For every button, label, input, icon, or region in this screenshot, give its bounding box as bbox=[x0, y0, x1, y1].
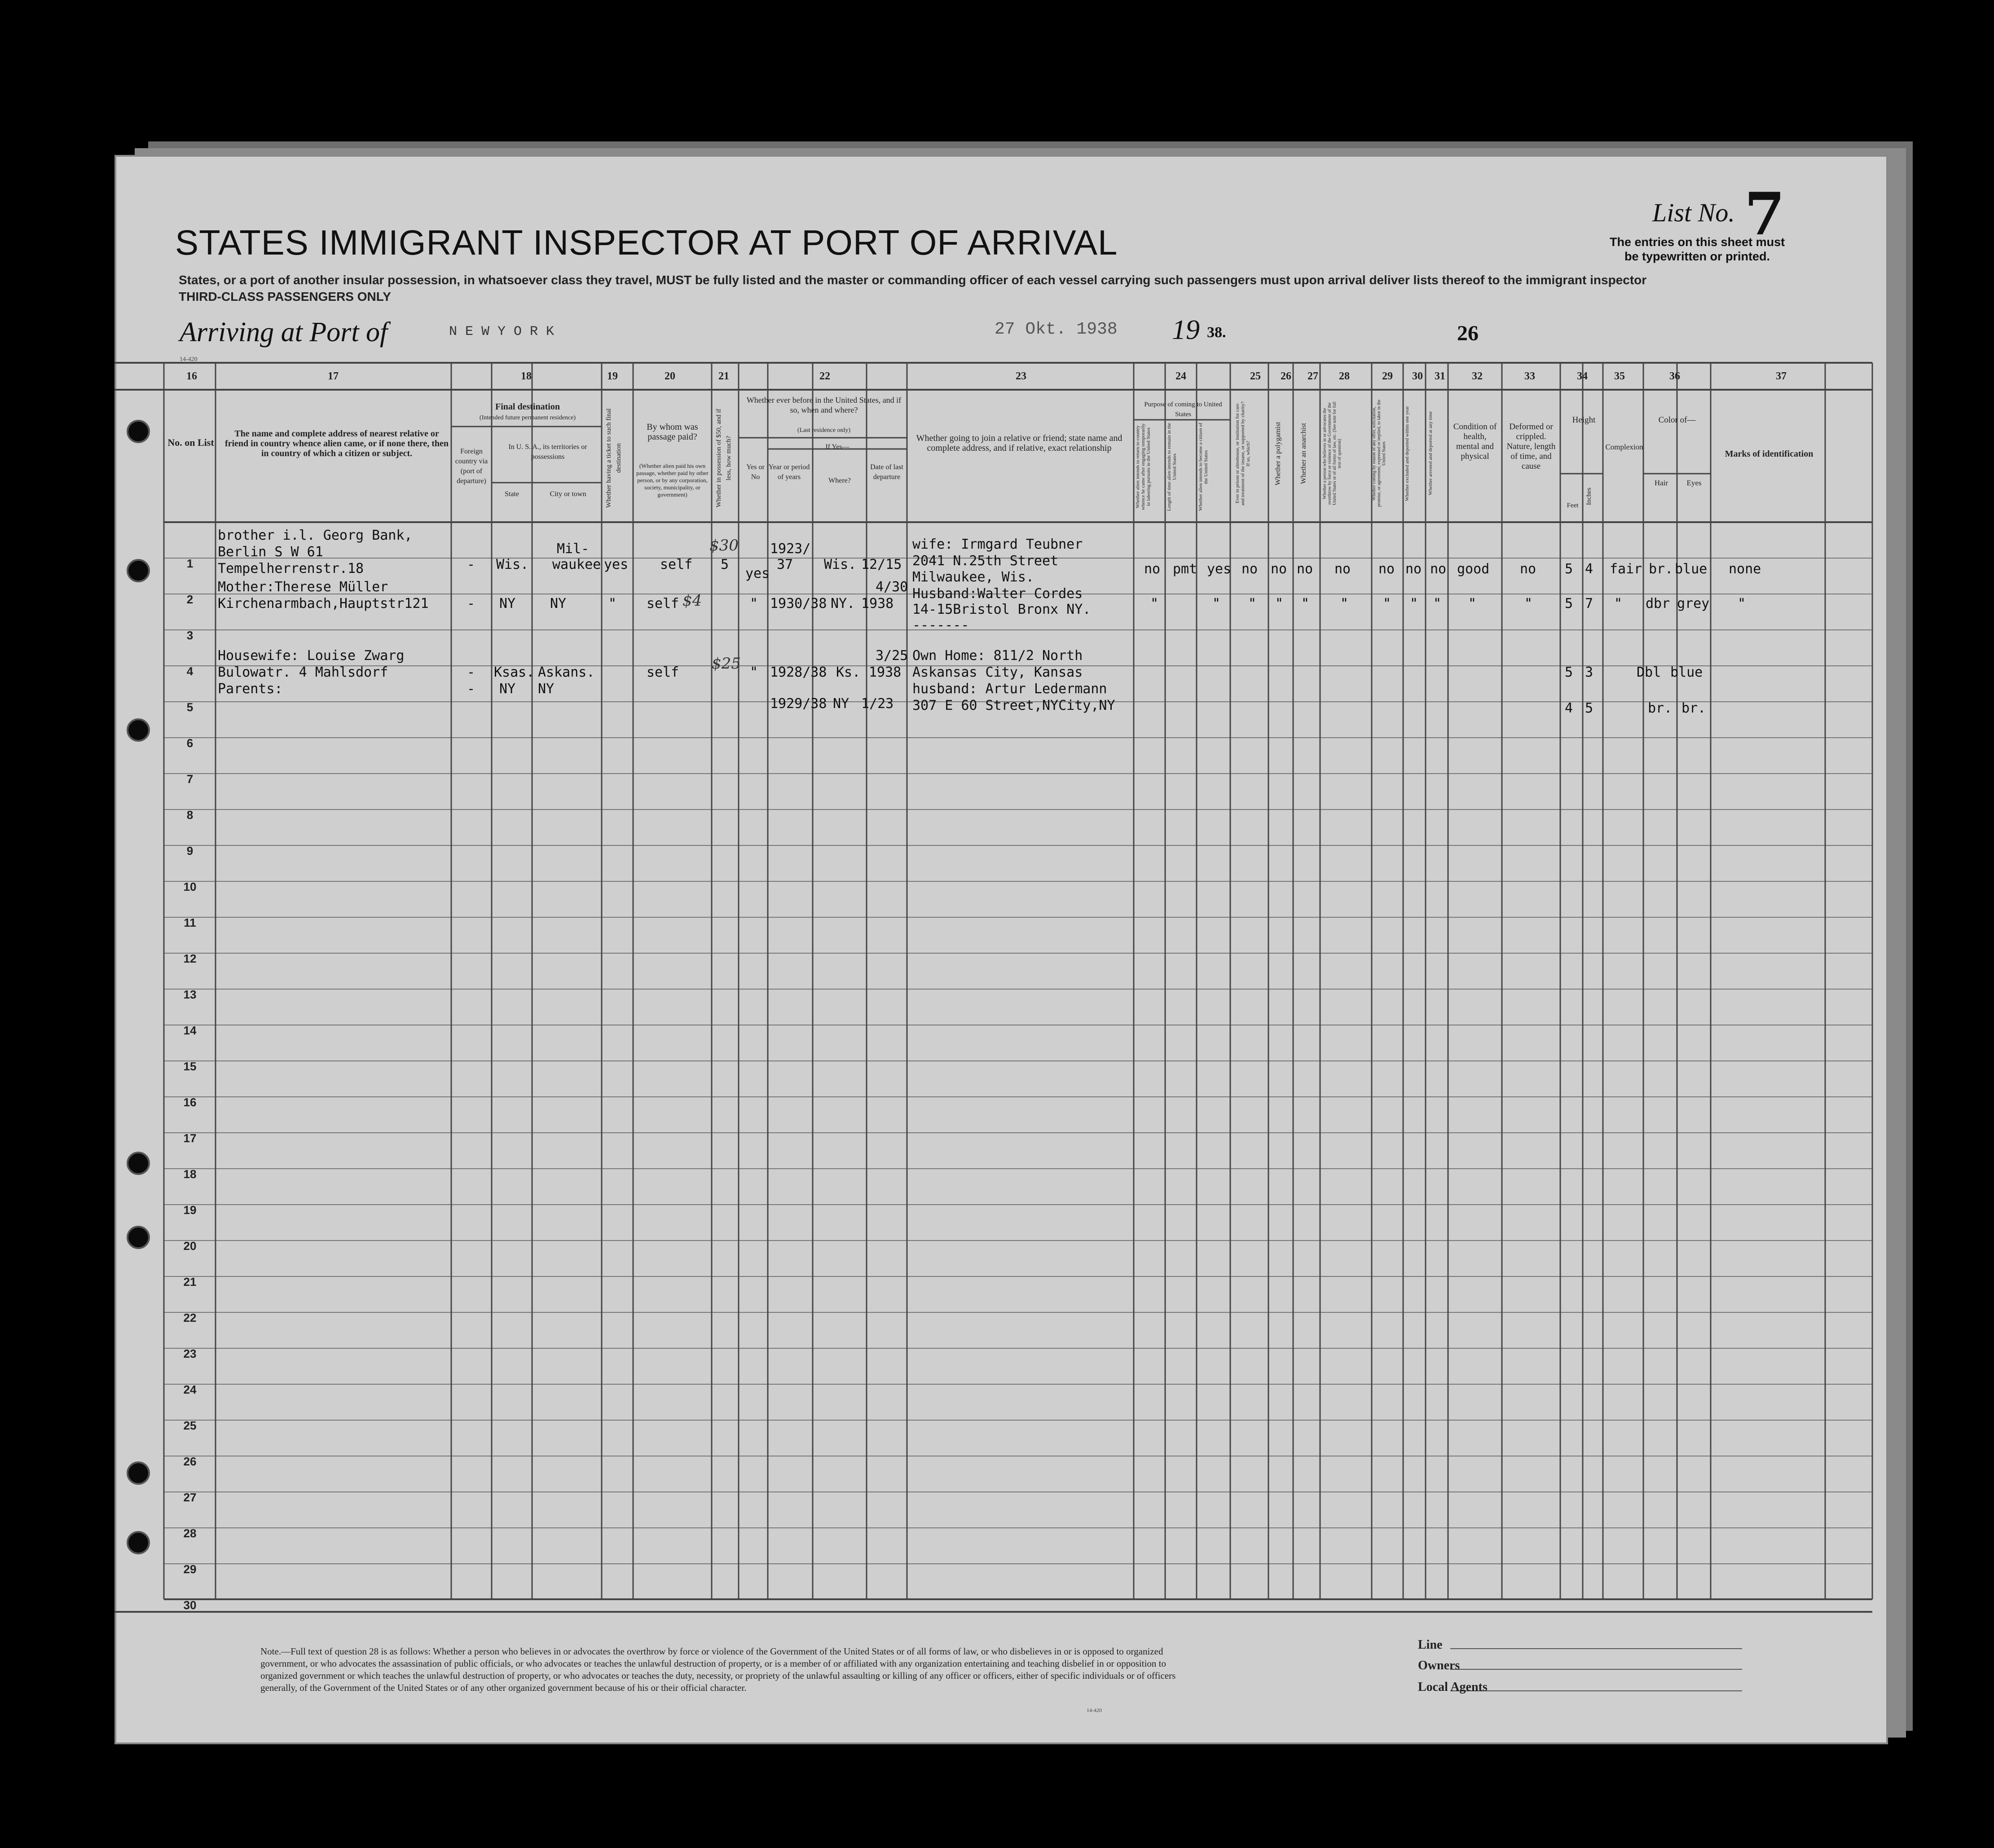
r4-relative-2: Bulowatr. 4 Mahlsdorf bbox=[218, 664, 388, 680]
r2-state: NY bbox=[499, 596, 516, 612]
r1-complexion: fair bbox=[1610, 561, 1642, 577]
header-hair: Hair bbox=[1654, 479, 1668, 487]
r5-foreign: - bbox=[467, 681, 475, 697]
footer-note: Note.—Full text of question 28 is as follows: Whether a person who believes in or advocates the overthrow by force or violence of the Government of the United States or of all forms of law, or who disbelieves in or is opposed to organized government, or who advocates the assassination of public officials, or who advocates or teaches the unlawful destruction of property, or is a member of or affiliated with any organization entertaining and teaching disbelief in or opposition to organized government or which teaches the unlawful destruction of property, or who advocates or teaches the duty, necessity, or propriety of the unlawful assaulting or killing of any officer or officers, either of specific individuals or of officers generally, of the Government of the United States or of any other organized government because of his or their official character. bbox=[260, 1646, 1176, 1693]
col-number: 26 bbox=[1281, 370, 1291, 382]
col-number: 36 bbox=[1669, 370, 1680, 382]
r5-relative-1: Parents: bbox=[218, 681, 283, 697]
header-passage-paid: By whom was passage paid? bbox=[647, 422, 698, 442]
col-number: 24 bbox=[1175, 370, 1186, 382]
header-final-destination-note: (Intended future permanent residence) bbox=[479, 414, 576, 421]
r4-feet: 5 bbox=[1565, 664, 1573, 680]
row-number: 19 bbox=[183, 1203, 197, 1217]
header-joining: Whether going to join a relative or friend; state name and complete address, and if relative, exact relationship bbox=[916, 433, 1122, 453]
r1-marks: none bbox=[1729, 561, 1761, 577]
r4-years: 1928/38 bbox=[770, 664, 827, 680]
r4-relative-1: Housewife: Louise Zwarg bbox=[218, 648, 405, 664]
header-ticket: Whether having a ticket to such final destination bbox=[605, 408, 622, 508]
r4-hair: Dbl bbox=[1637, 664, 1661, 680]
r5-hair: br. bbox=[1648, 700, 1673, 716]
row-number: 4 bbox=[186, 664, 194, 678]
r1-departure: 12/15 bbox=[861, 557, 902, 572]
row-number: 11 bbox=[184, 916, 196, 929]
header-final-destination: Final destination bbox=[495, 402, 560, 412]
r2-ditto: " bbox=[1410, 596, 1418, 612]
r2-paid: self bbox=[647, 596, 679, 612]
r5-eyes: br. bbox=[1681, 700, 1706, 716]
col-number: 19 bbox=[607, 370, 618, 382]
r1-city-1: Mil- bbox=[557, 541, 590, 557]
row-number: 2 bbox=[186, 593, 194, 606]
row-number: 25 bbox=[183, 1419, 197, 1432]
r1-foreign: - bbox=[467, 557, 475, 572]
r2-departure-1: 4/30 bbox=[876, 579, 908, 595]
col-number: 29 bbox=[1382, 370, 1393, 382]
r1-deformed: no bbox=[1520, 561, 1536, 577]
header-anarchist: Whether an anarchist bbox=[1300, 423, 1307, 484]
r2-city: NY bbox=[550, 596, 567, 612]
row-number: 12 bbox=[183, 952, 197, 965]
r1-q24a: no bbox=[1144, 561, 1161, 577]
header-q29: Whether coming by reason of any offer, solicitation, promise, or agreement, expressed or implied, to labor in the United States bbox=[1372, 400, 1387, 507]
r1-join-2: 2041 N.25th Street bbox=[912, 553, 1059, 569]
header-feet: Feet bbox=[1567, 502, 1579, 509]
arriving-label: Arriving at Port of bbox=[180, 317, 388, 348]
r1-q31: no bbox=[1430, 561, 1447, 577]
r5-years: 1929/38 bbox=[770, 696, 827, 712]
r4-join-1: Own Home: 811/2 North bbox=[912, 648, 1083, 664]
row-number: 17 bbox=[183, 1131, 197, 1145]
row-number: 26 bbox=[183, 1455, 197, 1468]
col-number: 18 bbox=[521, 370, 532, 382]
r2-ditto: " bbox=[1301, 596, 1310, 612]
header-color-of: Color of— bbox=[1658, 415, 1696, 425]
r1-q25: no bbox=[1241, 561, 1258, 577]
row-number: 6 bbox=[186, 736, 194, 750]
header-in-usa: In U. S. A., its territories or possessions bbox=[508, 443, 587, 461]
r1-relative-3: Tempelherrenstr.18 bbox=[218, 561, 364, 576]
header-city: City or town bbox=[550, 490, 586, 498]
r1-q24c: yes bbox=[1207, 561, 1232, 577]
r4-state: Ksas. bbox=[494, 664, 535, 680]
row-number: 29 bbox=[183, 1562, 197, 1576]
r1-hair: br. bbox=[1649, 561, 1673, 577]
r4-city: Askans. bbox=[538, 664, 595, 680]
page-title: STATES IMMIGRANT INSPECTOR AT PORT OF ARRIVAL bbox=[175, 223, 1118, 262]
form-code: 14-420 bbox=[180, 356, 198, 363]
row-number: 5 bbox=[186, 700, 194, 714]
date-stamp: 27 Okt. 1938 bbox=[995, 320, 1118, 339]
header-before-us: Whether ever before in the United States, and if so, when and where? bbox=[746, 396, 902, 414]
r2-join-2: 14-15Bristol Bronx NY. bbox=[912, 602, 1091, 617]
row-number: 15 bbox=[183, 1060, 197, 1073]
port-value: N E W Y O R K bbox=[449, 324, 555, 339]
header-year-period: Year or period of years bbox=[768, 463, 810, 481]
r4-eyes: blue bbox=[1670, 664, 1703, 680]
list-label: List No. bbox=[1652, 198, 1735, 227]
header-foreign-country: Foreign country via (port of departure) bbox=[455, 448, 488, 485]
r4-departure-1: 3/25 bbox=[876, 648, 908, 664]
r5-join-1: husband: Artur Ledermann bbox=[912, 681, 1107, 697]
r1-state: Wis. bbox=[496, 557, 529, 572]
row-number: 16 bbox=[183, 1096, 197, 1109]
row-number: 18 bbox=[183, 1167, 197, 1181]
r2-ditto: " bbox=[1468, 596, 1477, 612]
header-deformed: Deformed or crippled. Nature, length of time, and cause bbox=[1506, 422, 1556, 471]
col-number: 28 bbox=[1339, 370, 1350, 382]
r4-where: Ks. bbox=[836, 664, 861, 680]
row-number: 20 bbox=[183, 1239, 197, 1253]
col-number: 34 bbox=[1577, 370, 1588, 382]
r4-inches: 3 bbox=[1585, 664, 1593, 680]
header-inches: Inches bbox=[1585, 487, 1593, 505]
r5-city: NY bbox=[538, 681, 555, 697]
r1-relative-2: Berlin S W 61 bbox=[218, 544, 323, 560]
col-number: 33 bbox=[1524, 370, 1535, 382]
r1-relative-1: brother i.l. Georg Bank, bbox=[218, 528, 413, 543]
header-relative: The name and complete address of nearest relative or friend in country whence alien came, or if none there, then in country of which a citizen or subject. bbox=[224, 429, 449, 458]
header-q30: Whether excluded and deported within one year bbox=[1404, 406, 1410, 501]
header-prison: Ever in prison or almshouse, or institution for care and treatment of the insane, or supported by charity? If so, which? bbox=[1235, 401, 1251, 506]
r2-join-1: Husband:Walter Cordes bbox=[912, 586, 1083, 602]
row-number: 9 bbox=[186, 844, 194, 858]
list-note: The entries on this sheet must be typewritten or printed. bbox=[1610, 235, 1785, 263]
row-number: 28 bbox=[183, 1527, 197, 1540]
header-q31: Whether arrested and deported at any time bbox=[1428, 411, 1433, 496]
header-money: Whether in possession of $50, and if less, how much? bbox=[715, 409, 732, 507]
col-number: 31 bbox=[1435, 370, 1445, 382]
header-purpose-a: Whether alien intends to return to country whence he came after engaging temporarily in laboring pursuits in the United States bbox=[1135, 423, 1151, 510]
r5-state: NY bbox=[499, 681, 516, 697]
header-health: Condition of health, mental and physical bbox=[1453, 422, 1497, 461]
r4-departure-2: 1938 bbox=[869, 664, 902, 680]
r1-q30: no bbox=[1405, 561, 1422, 577]
r2-hair: dbr bbox=[1646, 596, 1670, 612]
r3-join: ------- bbox=[912, 617, 969, 633]
r5-departure: 1/23 bbox=[861, 696, 894, 712]
header-date-departure: Date of last departure bbox=[870, 463, 903, 481]
header-purpose-b: Length of time alien intends to remain in the United States bbox=[1166, 422, 1177, 511]
r4-before: " bbox=[750, 664, 758, 680]
r1-join-1: wife: Irmgard Teubner bbox=[912, 537, 1083, 552]
r1-q29: no bbox=[1378, 561, 1395, 577]
row-number: 3 bbox=[186, 629, 194, 642]
footer-agents-label: Local Agents bbox=[1418, 1680, 1488, 1694]
r2-feet: 5 bbox=[1565, 596, 1573, 612]
header-purpose-c: Whether alien intends to become a citizen of the United States bbox=[1198, 422, 1209, 511]
footer-form-code: 14-420 bbox=[1087, 1707, 1102, 1713]
r2-where: NY. bbox=[831, 596, 855, 612]
row-number: 8 bbox=[186, 808, 194, 822]
page-subtitle: States, or a port of another insular possession, in whatsoever class they travel, MUST be fully listed and the master or commanding officer of each vessel carrying such passengers must upon arrival deliver lists thereof to the immigrant inspector bbox=[179, 273, 1647, 287]
r2-ditto: " bbox=[1248, 596, 1257, 612]
r1-paid: self bbox=[660, 557, 693, 572]
r2-ditto: " bbox=[1340, 596, 1349, 612]
r1-health: good bbox=[1457, 561, 1490, 577]
col-number: 16 bbox=[186, 370, 197, 382]
r2-ditto: " bbox=[1433, 596, 1442, 612]
header-eyes: Eyes bbox=[1686, 479, 1702, 487]
r2-ditto: " bbox=[1212, 596, 1221, 612]
header-before-us-note: (Last residence only) bbox=[797, 427, 851, 434]
header-complexion: Complexion bbox=[1605, 443, 1643, 451]
r5-where: NY bbox=[833, 696, 850, 712]
r4-join-2: Askansas City, Kansas bbox=[912, 664, 1083, 680]
row-number: 30 bbox=[183, 1598, 197, 1612]
class-line: THIRD-CLASS PASSENGERS ONLY bbox=[179, 290, 391, 304]
header-marks: Marks of identification bbox=[1725, 449, 1814, 459]
r2-eyes: grey bbox=[1677, 596, 1710, 612]
r1-where: Wis. bbox=[824, 557, 857, 572]
r1-money-hand: $30 bbox=[709, 537, 739, 554]
r1-feet: 5 bbox=[1565, 561, 1573, 577]
row-number: 24 bbox=[183, 1383, 197, 1396]
footer-line-label: Line bbox=[1418, 1638, 1443, 1652]
r2-ditto: " bbox=[1738, 596, 1746, 612]
row-number: 7 bbox=[186, 772, 194, 786]
col-number: 21 bbox=[718, 370, 729, 382]
row-number: 1 bbox=[186, 557, 194, 570]
r2-departure-2: 1938 bbox=[861, 596, 894, 612]
r1-money: 5 bbox=[721, 557, 729, 572]
col-number: 22 bbox=[819, 370, 830, 382]
header-yes-or-no: Yes or No bbox=[746, 463, 765, 481]
row-number: 23 bbox=[183, 1347, 197, 1360]
col-number: 27 bbox=[1307, 370, 1318, 382]
header-height: Height bbox=[1572, 415, 1596, 425]
row-number: 27 bbox=[183, 1491, 197, 1504]
header-q28: Whether a person who believes in or advocates the overthrow by force or violence of the Government of the United States or of all forms of law, etc. (See note for full text of question) bbox=[1322, 401, 1342, 506]
r1-ticket: yes bbox=[604, 557, 629, 572]
r2-money-hand: $4 bbox=[682, 592, 702, 610]
r1-q28: no bbox=[1334, 561, 1351, 577]
r5-join-2: 307 E 60 Street,NYCity,NY bbox=[912, 698, 1115, 713]
r2-ditto: " bbox=[1383, 596, 1391, 612]
r2-years: 1930/38 bbox=[770, 596, 827, 612]
r1-years-1: 1923/ bbox=[770, 541, 811, 557]
r1-city-2: waukee bbox=[552, 557, 601, 572]
row-number: 13 bbox=[183, 988, 197, 1001]
header-no-on-list: No. on List bbox=[167, 437, 214, 448]
r2-relative-1: Mother:Therese Müller bbox=[218, 579, 388, 595]
header-passage-note: (Whether alien paid his own passage, whether paid by other person, or by any corporation, society, municipality, or government) bbox=[636, 462, 709, 498]
col-number: 23 bbox=[1016, 370, 1026, 382]
col-number: 30 bbox=[1412, 370, 1423, 382]
r1-inches: 4 bbox=[1585, 561, 1593, 577]
row-number: 10 bbox=[183, 880, 197, 893]
page-code: 26 bbox=[1457, 321, 1479, 345]
col-number: 17 bbox=[328, 370, 339, 382]
col-number: 35 bbox=[1614, 370, 1625, 382]
col-number: 37 bbox=[1776, 370, 1787, 382]
r1-eyes: blue bbox=[1675, 561, 1708, 577]
r2-ditto: " bbox=[1614, 596, 1623, 612]
footer-owners-label: Owners bbox=[1418, 1659, 1460, 1672]
r1-q24b: pmt bbox=[1173, 561, 1197, 577]
r2-before: " bbox=[750, 596, 758, 612]
year-suffix: 38. bbox=[1207, 324, 1226, 341]
r4-money-hand: $25 bbox=[712, 655, 741, 673]
r2-ticket: " bbox=[608, 596, 617, 612]
r2-ditto: " bbox=[1150, 596, 1159, 612]
header-purpose: Purpose of coming to United States bbox=[1144, 401, 1222, 418]
header-where: Where? bbox=[828, 477, 851, 484]
year-prefix: 19 bbox=[1172, 315, 1200, 345]
header-if-yes: If Yes— bbox=[825, 443, 850, 451]
r2-inches: 7 bbox=[1585, 596, 1593, 612]
r4-foreign: - bbox=[467, 664, 475, 680]
r1-years-2: 37 bbox=[777, 557, 793, 572]
r2-foreign: - bbox=[467, 596, 475, 612]
r4-paid: self bbox=[647, 664, 679, 680]
list-number: 7 bbox=[1744, 180, 1785, 248]
header-state: State bbox=[505, 490, 519, 498]
r2-relative-2: Kirchenarmbach,Hauptstr121 bbox=[218, 596, 429, 612]
r1-join-3: Milwaukee, Wis. bbox=[912, 569, 1034, 585]
col-number: 25 bbox=[1250, 370, 1261, 382]
header-polygamist: Whether a polygamist bbox=[1274, 422, 1282, 485]
r5-inches: 5 bbox=[1585, 700, 1593, 716]
row-number: 22 bbox=[183, 1311, 197, 1324]
row-number: 21 bbox=[183, 1275, 197, 1289]
row-number: 14 bbox=[183, 1024, 197, 1037]
r1-before: yes bbox=[745, 566, 770, 581]
r1-q26: no bbox=[1271, 561, 1287, 577]
col-number: 32 bbox=[1472, 370, 1483, 382]
r1-q27: no bbox=[1297, 561, 1313, 577]
col-number: 20 bbox=[665, 370, 675, 382]
r2-ditto: " bbox=[1524, 596, 1533, 612]
r5-feet: 4 bbox=[1565, 700, 1573, 716]
r2-ditto: " bbox=[1275, 596, 1284, 612]
